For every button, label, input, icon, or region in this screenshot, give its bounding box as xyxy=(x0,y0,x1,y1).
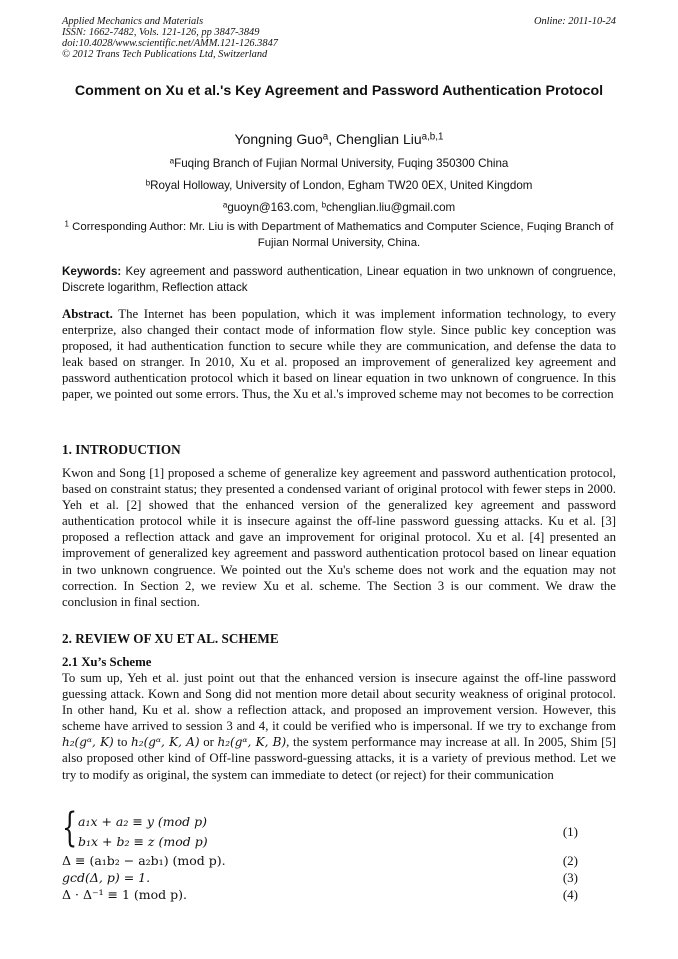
equation-row: b₁x + b₂ ≡ z (mod p) xyxy=(78,834,208,849)
equation-4 xyxy=(62,886,578,903)
journal-header xyxy=(62,16,616,60)
email-link[interactable]: guoyn@163.com, xyxy=(227,201,322,214)
inline-math: h₂(gᵅ, K, B) xyxy=(217,735,287,750)
section-1-text: Kwon and Song [1] proposed a scheme of generalize key agreement and password authentication protocol, based on constraint status; they presented a condensed variant of original protocol with fewer steps in 2000. Yeh et al. [2] showed that the enhanced version of the generalized key agreement and password authentication protocol while it is insecure against the off-line password guessing attacks. Ku et al. [3] proposed a reflection attack and gave an improvement for original protocol. Xu et al. [4] presented an improvement of generalized key agreement and password authentication protocol based on linear equation in two unknown congruence. We pointed out the Xu's scheme does not work and the equation may not correction. In Section 2, we review Xu et al. scheme. The Section 3 is our comment. We draw the conclusion in final section. xyxy=(62,466,616,609)
keywords-text: Key agreement and password authentication, Linear equation in two unknown of congruence, Discrete logarithm, Reflection attack xyxy=(62,265,616,294)
online-date: Online: 2011-10-24 xyxy=(533,16,616,27)
equation-number: (4) xyxy=(562,887,578,902)
author-affiliation-mark: a xyxy=(322,131,329,143)
paper-title: Comment on Xu et al.'s Key Agreement and Password Authentication Protocol xyxy=(74,83,604,99)
affiliation-mark: a xyxy=(222,200,228,210)
affiliation-a xyxy=(62,156,616,171)
inline-math: h₂(gᵅ, K, A) xyxy=(131,735,200,750)
doi-line: doi:10.4028/www.scientific.net/AMM.121-126.3847 xyxy=(62,38,278,49)
equation-3 xyxy=(62,869,578,886)
equation-body: gcd(Δ, p) = 1. xyxy=(62,870,151,885)
issn-line: ISSN: 1662-7482, Vols. 121-126, pp 3847-3849 xyxy=(62,27,260,38)
author-name: Chenglian Liu xyxy=(336,131,422,147)
equation-number: (3) xyxy=(562,870,578,885)
author-list xyxy=(62,131,616,147)
journal-name: Applied Mechanics and Materials xyxy=(62,16,204,27)
paragraph-text: To sum up, Yeh et al. just point out that the enhanced version is insecure against the off-line password guessing attack. Kown and Song did not mention more detail about security weakness of original protocol. In other hand, Ku et al. show a reflection attack, and proposed an improvement version. However, this scheme have arrived to session 3 and 4, it could be verified who is impersonal. If we try to exchange from xyxy=(62,671,616,734)
author-separator: , xyxy=(328,131,337,147)
equation-number: (2) xyxy=(562,853,578,868)
equation-1 xyxy=(62,805,578,852)
paragraph-text: or xyxy=(199,735,218,750)
equation-row: a₁x + a₂ ≡ y (mod p) xyxy=(78,814,207,829)
affiliation-mark: a xyxy=(169,156,175,166)
affiliation-text: Royal Holloway, University of London, Egham TW20 0EX, United Kingdom xyxy=(150,179,533,192)
paragraph-text: , the system performance may increase at all. In 2005, Shim [5] also proposed other kind of Off-line password-guessing attacks, it is a variety of previous method. Let we try to modify as original, the system can immediate to detect (or reject) for their communication xyxy=(62,735,617,782)
keywords-label: Keywords: xyxy=(62,265,122,278)
abstract xyxy=(62,306,616,403)
section-2-heading: 2. REVIEW OF XU ET AL. SCHEME xyxy=(62,631,279,646)
equation-number: (1) xyxy=(562,824,578,839)
corresponding-text: Corresponding Author: Mr. Liu is with Department of Mathematics and Computer Science, Fuqing Branch of Fujian Normal University, China. xyxy=(68,221,614,249)
affiliation-mark: b xyxy=(145,178,151,188)
inline-math: h₂(gᵅ, K) xyxy=(62,735,114,750)
equation-body: Δ ≡ (a₁b₂ − a₂b₁) (mod p). xyxy=(62,853,226,868)
author-emails xyxy=(62,200,616,215)
affiliation-mark: b xyxy=(321,200,327,210)
author-name: Yongning Guo xyxy=(234,131,323,147)
equation-2 xyxy=(62,852,578,869)
footnote-mark: 1 xyxy=(64,219,69,229)
corresponding-author-note xyxy=(62,219,616,251)
affiliation-text: Fuqing Branch of Fujian Normal University, Fuqing 350300 China xyxy=(174,157,509,170)
paragraph-text: to xyxy=(113,735,132,750)
abstract-label: Abstract. xyxy=(62,307,113,321)
subsection-2-1-heading: 2.1 Xu’s Scheme xyxy=(62,655,152,669)
abstract-text: The Internet has been population, which it was implement information technology, to every enterprize, also changed their contact mode of information flow style. Since public key conception was proposed, it had authentication function to secure while they are communication, and defense the data to leak based on stranger. In 2010, Xu et al. proposed an improvement of generalized key agreement and password authentication protocol which it based on linear equation in two unknown of congruence. In this paper, we pointed out some errors. Thus, the Xu et al.'s improved scheme may not becomes to be correction xyxy=(62,307,616,402)
affiliation-b xyxy=(62,178,616,193)
section-2-text xyxy=(62,670,616,783)
author-affiliation-mark: a,b,1 xyxy=(421,131,444,143)
copyright-line: © 2012 Trans Tech Publications Ltd, Switzerland xyxy=(62,49,268,60)
left-brace: { xyxy=(62,805,78,851)
section-1-heading: 1. INTRODUCTION xyxy=(62,442,181,457)
equation-body: Δ · Δ⁻¹ ≡ 1 (mod p). xyxy=(62,887,188,902)
keywords xyxy=(62,264,616,295)
email-link[interactable]: chenglian.liu@gmail.com xyxy=(326,201,456,214)
